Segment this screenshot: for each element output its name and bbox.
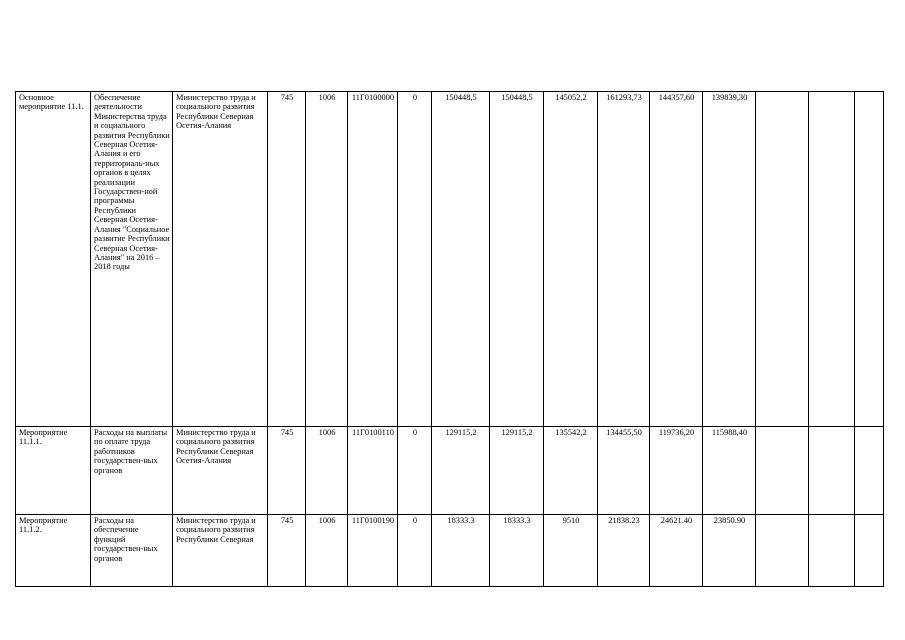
amount-4: 161293,73 [598,92,650,427]
empty-cell-2 [809,515,855,587]
empty-cell-3 [855,92,884,427]
event-description: Расходы на выплаты по оплате труда работников государствен-ных органов [91,427,173,515]
rzpr-code: 1006 [306,427,348,515]
empty-cell-1 [756,427,809,515]
table-row [16,515,884,587]
amount-3: 135542,2 [544,427,598,515]
executor: Министерство труда и социального развития Республики Северная [173,515,268,587]
event-description: Расходы на обеспечение функций государствен-ных органов [91,515,173,587]
empty-cell-1 [756,92,809,427]
rzpr-code: 1006 [306,92,348,427]
csr-code: 11Г0100190 [348,515,398,587]
empty-cell-2 [809,427,855,515]
executor: Министерство труда и социального развития Республики Северная Осетия-Алания [173,427,268,515]
amount-6: 115988,40 [703,427,756,515]
grbs-code: 745 [268,92,306,427]
vr-code: 0 [398,427,432,515]
amount-2: 129115,2 [490,427,544,515]
empty-cell-2 [809,92,855,427]
event-name: Мероприятие 11.1.2. [16,515,91,587]
table-row [16,92,884,427]
budget-table [15,91,884,587]
csr-code: 11Г0100000 [348,92,398,427]
amount-2: 150448,5 [490,92,544,427]
amount-3: 145052,2 [544,92,598,427]
vr-code: 0 [398,515,432,587]
rzpr-code: 1006 [306,515,348,587]
amount-6: 139839,30 [703,92,756,427]
event-name: Мероприятие 11.1.1. [16,427,91,515]
amount-6: 23850.90 [703,515,756,587]
csr-code: 11Г0100110 [348,427,398,515]
amount-2: 18333.3 [490,515,544,587]
amount-5: 144357,60 [650,92,703,427]
event-name: Основное мероприятие 11.1. [16,92,91,427]
vr-code: 0 [398,92,432,427]
executor: Министерство труда и социального развития Республики Северная Осетия-Алания [173,92,268,427]
amount-1: 129115,2 [432,427,490,515]
event-description: Обеспечение деятельности Министерства труда и социального развития Республики Северная Осетия-Алания и его территориаль-ных органов в целях реализации Государствен-ной программы Республики Северная Осетия-Алания "Социальное развитие Республики Северная Осетия-Алания" на 2016 – 2018 годы [91,92,173,427]
amount-4: 21838.23 [598,515,650,587]
amount-1: 18333.3 [432,515,490,587]
empty-cell-3 [855,427,884,515]
amount-1: 150448,5 [432,92,490,427]
amount-3: 9510 [544,515,598,587]
amount-5: 24621.40 [650,515,703,587]
table-row [16,427,884,515]
amount-4: 134455,50 [598,427,650,515]
grbs-code: 745 [268,515,306,587]
empty-cell-3 [855,515,884,587]
empty-cell-1 [756,515,809,587]
grbs-code: 745 [268,427,306,515]
amount-5: 119736,20 [650,427,703,515]
